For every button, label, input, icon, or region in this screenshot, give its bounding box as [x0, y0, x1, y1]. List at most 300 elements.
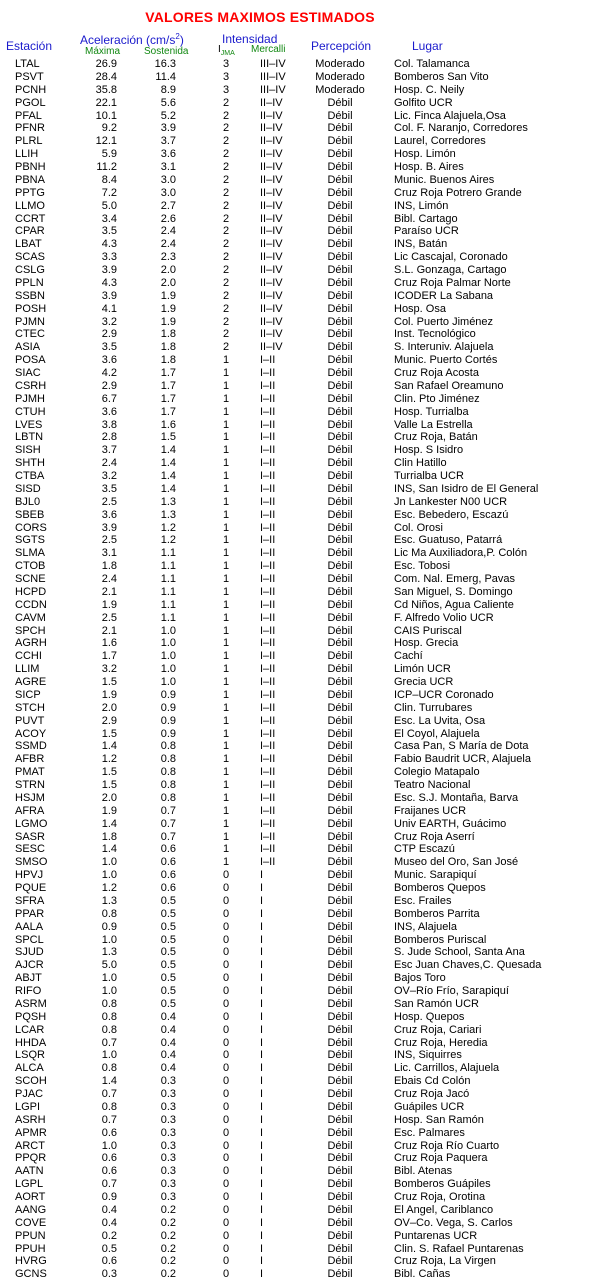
- intensidad-jma: 1: [222, 663, 230, 676]
- station-code: CCHI: [15, 650, 42, 663]
- intensidad-mercalli: I–II: [260, 727, 276, 740]
- station-code: AATN: [15, 1165, 44, 1178]
- lugar: Fabio Baudrit UCR, Alajuela: [394, 753, 531, 766]
- aceleracion-sostenida: 0.5: [160, 946, 176, 959]
- aceleracion-sostenida: 0.8: [160, 740, 176, 753]
- table-row: [0, 779, 590, 792]
- aceleracion-sostenida: 0.6: [160, 856, 176, 869]
- lugar: CAIS Puriscal: [394, 624, 462, 637]
- table-row: [0, 316, 590, 329]
- intensidad-jma: 0: [222, 1036, 230, 1049]
- intensidad-jma: 0: [222, 1075, 230, 1088]
- intensidad-mercalli: II–IV: [260, 315, 283, 328]
- intensidad-mercalli: II–IV: [260, 264, 283, 276]
- percepcion: Débil: [327, 418, 353, 431]
- intensidad-mercalli: I–II: [260, 856, 276, 869]
- percepcion: Débil: [327, 611, 353, 624]
- lugar: Hosp. S Isidro: [394, 444, 464, 457]
- aceleracion-sostenida: 0.2: [160, 1203, 176, 1216]
- intensidad-mercalli: I: [260, 907, 264, 920]
- station-code: SLMA: [15, 547, 45, 560]
- table-row: [0, 135, 590, 148]
- aceleracion-maxima: 2.4: [101, 573, 117, 585]
- table-row: [0, 998, 590, 1011]
- aceleracion-sostenida: 1.9: [160, 315, 176, 328]
- aceleracion-sostenida: 0.4: [160, 1062, 176, 1075]
- percepcion: Débil: [327, 1062, 353, 1075]
- lugar: Grecia UCR: [394, 676, 454, 688]
- lugar: Esc. S.J. Montaña, Barva: [394, 791, 519, 804]
- table-row: [0, 689, 590, 702]
- intensidad-jma: 3: [222, 70, 230, 83]
- aceleracion-sostenida: 0.7: [160, 830, 176, 843]
- aceleracion-maxima: 1.0: [101, 933, 117, 946]
- intensidad-mercalli: I: [260, 1139, 264, 1152]
- table-row: [0, 341, 590, 354]
- intensidad-mercalli: I: [260, 1036, 264, 1049]
- table-row: [0, 110, 590, 123]
- intensidad-jma: 0: [222, 920, 230, 933]
- intensidad-mercalli: I–II: [260, 843, 276, 856]
- station-code: HPVJ: [15, 869, 44, 882]
- table-row: [0, 174, 590, 187]
- intensidad-mercalli: I: [260, 1075, 264, 1088]
- intensidad-jma: 2: [222, 135, 230, 148]
- aceleracion-maxima: 5.9: [101, 148, 117, 161]
- intensidad-mercalli: I: [260, 894, 264, 907]
- aceleracion-sostenida: 0.7: [160, 804, 176, 817]
- intensidad-jma: 2: [222, 96, 230, 109]
- percepcion: Débil: [327, 740, 353, 753]
- table-row: [0, 277, 590, 290]
- subheader-mercalli: Mercalli: [251, 44, 286, 55]
- percepcion: Débil: [327, 1049, 353, 1062]
- aceleracion-sostenida: 0.3: [160, 1126, 176, 1139]
- station-code: SMSO: [15, 856, 48, 869]
- station-code: SPCL: [15, 933, 44, 946]
- station-code: PJMN: [15, 315, 45, 328]
- percepcion: Débil: [327, 779, 353, 791]
- aceleracion-sostenida: 0.4: [160, 1049, 176, 1062]
- lugar: Valle La Estrella: [394, 418, 473, 431]
- station-code: SSBN: [15, 289, 45, 302]
- percepcion: Débil: [327, 843, 353, 856]
- percepcion: Débil: [327, 495, 353, 508]
- table-row: [0, 766, 590, 779]
- aceleracion-maxima: 4.3: [101, 276, 117, 289]
- aceleracion-maxima: 3.2: [101, 315, 117, 328]
- table-row: [0, 831, 590, 844]
- aceleracion-maxima: 1.4: [101, 1075, 117, 1088]
- percepcion: Débil: [327, 547, 353, 560]
- percepcion: Débil: [327, 1255, 353, 1268]
- intensidad-mercalli: I: [260, 1191, 264, 1203]
- intensidad-jma: 2: [222, 186, 230, 199]
- table-row: [0, 470, 590, 483]
- lugar: Lic Ma Auxiliadora,P. Colón: [394, 547, 528, 560]
- aceleracion-maxima: 4.2: [101, 367, 117, 379]
- intensidad-jma: 0: [222, 1113, 230, 1126]
- aceleracion-sostenida: 2.4: [160, 225, 176, 238]
- intensidad-jma: 0: [222, 1165, 230, 1178]
- intensidad-jma: 0: [222, 1255, 230, 1268]
- table-row: [0, 122, 590, 135]
- aceleracion-maxima: 0.9: [101, 920, 117, 933]
- intensidad-mercalli: I: [260, 1113, 264, 1126]
- aceleracion-maxima: 4.1: [101, 302, 117, 315]
- station-code: POSH: [15, 302, 47, 315]
- table-row: [0, 1062, 590, 1075]
- intensidad-jma: 2: [222, 276, 230, 289]
- table-row: [0, 1114, 590, 1127]
- table-row: [0, 1204, 590, 1217]
- percepcion: Débil: [327, 573, 353, 585]
- intensidad-mercalli: I: [260, 997, 264, 1010]
- intensidad-mercalli: I: [260, 869, 264, 882]
- header-intensidad: Intensidad: [222, 32, 278, 46]
- percepcion: Débil: [327, 637, 353, 650]
- percepcion: Débil: [327, 1191, 353, 1203]
- station-code: SCNE: [15, 573, 46, 585]
- aceleracion-maxima: 2.0: [101, 791, 117, 804]
- aceleracion-sostenida: 1.9: [160, 302, 176, 315]
- lugar: INS, Siquirres: [394, 1049, 462, 1062]
- aceleracion-sostenida: 1.3: [160, 508, 176, 521]
- aceleracion-sostenida: 0.2: [160, 1255, 176, 1268]
- intensidad-mercalli: I–II: [260, 470, 276, 482]
- lugar: Jn Lankester N00 UCR: [394, 495, 508, 508]
- intensidad-mercalli: II–IV: [260, 173, 283, 186]
- lugar: ICP–UCR Coronado: [394, 688, 494, 701]
- station-code: LVES: [15, 418, 43, 431]
- intensidad-jma: 1: [222, 392, 230, 405]
- lugar: Cruz Roja, Orotina: [394, 1191, 486, 1203]
- intensidad-mercalli: I–II: [260, 585, 276, 598]
- aceleracion-sostenida: 0.3: [160, 1178, 176, 1191]
- intensidad-jma: 2: [222, 148, 230, 161]
- intensidad-jma: 0: [222, 1268, 230, 1281]
- station-code: SISH: [15, 444, 41, 457]
- aceleracion-maxima: 4.3: [101, 238, 117, 251]
- aceleracion-maxima: 2.5: [101, 495, 117, 508]
- station-code: SESC: [15, 843, 45, 856]
- station-code: APMR: [15, 1126, 47, 1139]
- intensidad-mercalli: I–II: [260, 534, 276, 547]
- lugar: Esc. Bebedero, Escazú: [394, 508, 509, 521]
- station-code: ABJT: [15, 972, 42, 985]
- station-code: LTAL: [15, 58, 40, 70]
- station-code: CTUH: [15, 405, 46, 418]
- station-code: CCRT: [15, 212, 46, 225]
- station-code: PPLN: [15, 276, 44, 289]
- percepcion: Débil: [327, 1023, 353, 1036]
- lugar: Bomberos Parrita: [394, 907, 480, 920]
- table-row: [0, 97, 590, 110]
- station-table: [0, 58, 590, 1281]
- percepcion: Débil: [327, 920, 353, 933]
- aceleracion-sostenida: 0.9: [160, 727, 176, 740]
- header-aceleracion-close: ): [179, 33, 184, 47]
- station-code: LLIM: [15, 663, 40, 676]
- intensidad-jma: 0: [222, 1139, 230, 1152]
- intensidad-jma: 1: [222, 766, 230, 779]
- aceleracion-sostenida: 0.5: [160, 985, 176, 997]
- intensidad-jma: 2: [222, 109, 230, 122]
- intensidad-jma: 2: [222, 289, 230, 302]
- intensidad-mercalli: I–II: [260, 611, 276, 624]
- lugar: Cruz Roja Palmar Norte: [394, 276, 511, 289]
- intensidad-mercalli: I–II: [260, 663, 276, 676]
- lugar: Cruz Roja, Batán: [394, 431, 478, 444]
- intensidad-jma: 1: [222, 470, 230, 482]
- station-code: HVRG: [15, 1255, 47, 1268]
- intensidad-jma: 1: [222, 585, 230, 598]
- lugar: Cruz Roja Paquera: [394, 1152, 488, 1165]
- table-row: [0, 509, 590, 522]
- intensidad-mercalli: I–II: [260, 766, 276, 779]
- aceleracion-maxima: 2.0: [101, 701, 117, 714]
- lugar: Lic. Carrillos, Alajuela: [394, 1062, 500, 1075]
- aceleracion-maxima: 3.6: [101, 354, 117, 367]
- aceleracion-maxima: 0.9: [101, 1191, 117, 1203]
- station-code: CSLG: [15, 264, 45, 276]
- lugar: Clin. Pto Jiménez: [394, 392, 480, 405]
- lugar: Ebais Cd Colón: [394, 1075, 471, 1088]
- station-code: LGPL: [15, 1178, 44, 1191]
- intensidad-jma: 1: [222, 444, 230, 457]
- table-row: [0, 1088, 590, 1101]
- table-row: [0, 740, 590, 753]
- table-row: [0, 728, 590, 741]
- aceleracion-maxima: 1.2: [101, 753, 117, 766]
- intensidad-mercalli: I: [260, 972, 264, 985]
- intensidad-jma: 1: [222, 676, 230, 688]
- table-row: [0, 161, 590, 174]
- lugar: INS, Alajuela: [394, 920, 457, 933]
- intensidad-mercalli: I–II: [260, 740, 276, 753]
- percepcion: Débil: [327, 817, 353, 830]
- intensidad-mercalli: I: [260, 920, 264, 933]
- intensidad-mercalli: I–II: [260, 714, 276, 727]
- lugar: Col. Orosi: [394, 521, 443, 534]
- intensidad-jma: 0: [222, 1242, 230, 1255]
- header-aceleracion-text: Aceleración (cm/s: [80, 33, 176, 47]
- lugar: OV–Co. Vega, S. Carlos: [394, 1216, 513, 1229]
- lugar: Munic. Sarapiquí: [394, 869, 477, 882]
- aceleracion-sostenida: 3.0: [160, 173, 176, 186]
- percepcion: Débil: [327, 753, 353, 766]
- station-code: POSA: [15, 354, 46, 367]
- table-row: [0, 238, 590, 251]
- percepcion: Débil: [327, 405, 353, 418]
- station-code: SSMD: [15, 740, 47, 753]
- intensidad-jma: 1: [222, 727, 230, 740]
- aceleracion-sostenida: 1.0: [160, 663, 176, 676]
- lugar: Hosp. Quepos: [394, 1010, 465, 1023]
- intensidad-jma: 0: [222, 1023, 230, 1036]
- intensidad-mercalli: I: [260, 1062, 264, 1075]
- intensidad-mercalli: I–II: [260, 431, 276, 444]
- table-row: [0, 393, 590, 406]
- intensidad-mercalli: I: [260, 946, 264, 959]
- lugar: Colegio Matapalo: [394, 766, 480, 779]
- percepcion: Débil: [327, 341, 353, 354]
- aceleracion-maxima: 3.6: [101, 508, 117, 521]
- percepcion: Débil: [327, 598, 353, 611]
- lugar: Hosp. San Ramón: [394, 1113, 484, 1126]
- percepcion: Débil: [327, 315, 353, 328]
- table-row: [0, 213, 590, 226]
- aceleracion-maxima: 1.5: [101, 779, 117, 791]
- percepcion: Débil: [327, 444, 353, 457]
- lugar: Cruz Roja Aserrí: [394, 830, 475, 843]
- percepcion: Débil: [327, 727, 353, 740]
- aceleracion-maxima: 0.2: [101, 1229, 117, 1242]
- table-row: [0, 1101, 590, 1114]
- aceleracion-maxima: 35.8: [95, 83, 117, 96]
- table-row: [0, 625, 590, 638]
- aceleracion-sostenida: 0.3: [160, 1191, 176, 1203]
- table-row: [0, 200, 590, 213]
- station-code: PPUN: [15, 1229, 46, 1242]
- aceleracion-maxima: 2.4: [101, 457, 117, 470]
- lugar: Cruz Roja, Heredia: [394, 1036, 488, 1049]
- table-row: [0, 187, 590, 200]
- lugar: Univ EARTH, Guácimo: [394, 817, 507, 830]
- aceleracion-maxima: 1.6: [101, 637, 117, 650]
- aceleracion-maxima: 0.8: [101, 1023, 117, 1036]
- intensidad-jma: 1: [222, 856, 230, 869]
- intensidad-mercalli: I–II: [260, 418, 276, 431]
- aceleracion-maxima: 0.7: [101, 1113, 117, 1126]
- aceleracion-sostenida: 0.2: [160, 1229, 176, 1242]
- station-code: PGOL: [15, 96, 46, 109]
- intensidad-jma: 0: [222, 907, 230, 920]
- table-row: [0, 483, 590, 496]
- table-row: [0, 547, 590, 560]
- table-row: [0, 792, 590, 805]
- percepcion: Débil: [327, 212, 353, 225]
- intensidad-mercalli: I: [260, 985, 264, 997]
- station-code: CTEC: [15, 328, 45, 341]
- intensidad-jma: 1: [222, 354, 230, 367]
- station-code: SHTH: [15, 457, 45, 470]
- table-row: [0, 985, 590, 998]
- table-row: [0, 959, 590, 972]
- lugar: Cd Niños, Agua Caliente: [394, 598, 514, 611]
- intensidad-mercalli: I: [260, 1010, 264, 1023]
- percepcion: Débil: [327, 714, 353, 727]
- station-code: LLMO: [15, 199, 45, 212]
- aceleracion-sostenida: 0.4: [160, 1010, 176, 1023]
- aceleracion-maxima: 0.5: [101, 1242, 117, 1255]
- aceleracion-maxima: 1.0: [101, 856, 117, 869]
- aceleracion-sostenida: 0.2: [160, 1268, 176, 1281]
- aceleracion-sostenida: 0.5: [160, 933, 176, 946]
- intensidad-mercalli: II–IV: [260, 328, 283, 341]
- aceleracion-sostenida: 1.1: [160, 585, 176, 598]
- intensidad-jma: 1: [222, 637, 230, 650]
- intensidad-jma: 1: [222, 830, 230, 843]
- aceleracion-sostenida: 0.8: [160, 766, 176, 779]
- station-code: SISD: [15, 482, 41, 495]
- intensidad-jma: 0: [222, 946, 230, 959]
- table-row: [0, 934, 590, 947]
- percepcion: Débil: [327, 1139, 353, 1152]
- intensidad-mercalli: I–II: [260, 573, 276, 585]
- aceleracion-maxima: 1.0: [101, 1139, 117, 1152]
- aceleracion-sostenida: 0.2: [160, 1216, 176, 1229]
- station-code: PLRL: [15, 135, 43, 148]
- lugar: Esc. Tobosi: [394, 560, 451, 573]
- lugar: Laurel, Corredores: [394, 135, 486, 148]
- intensidad-jma: 1: [222, 714, 230, 727]
- lugar: Esc Juan Chaves,C. Quesada: [394, 959, 542, 972]
- table-row: [0, 1217, 590, 1230]
- intensidad-jma: 2: [222, 315, 230, 328]
- aceleracion-maxima: 5.0: [101, 959, 117, 972]
- intensidad-jma: 0: [222, 1100, 230, 1113]
- aceleracion-maxima: 1.9: [101, 598, 117, 611]
- intensidad-mercalli: II–IV: [260, 225, 283, 238]
- aceleracion-sostenida: 1.1: [160, 598, 176, 611]
- table-row: [0, 264, 590, 277]
- table-row: [0, 560, 590, 573]
- station-code: PPQR: [15, 1152, 47, 1165]
- intensidad-jma: 1: [222, 405, 230, 418]
- aceleracion-maxima: 3.3: [101, 251, 117, 264]
- percepcion: Débil: [327, 199, 353, 212]
- percepcion: Débil: [327, 251, 353, 264]
- station-code: SCAS: [15, 251, 45, 264]
- station-code: HHDA: [15, 1036, 47, 1049]
- intensidad-mercalli: I–II: [260, 830, 276, 843]
- intensidad-mercalli: II–IV: [260, 212, 283, 225]
- lugar: Bomberos Guápiles: [394, 1178, 491, 1191]
- percepcion: Débil: [327, 264, 353, 276]
- lugar: Bajos Toro: [394, 972, 446, 985]
- aceleracion-sostenida: 0.5: [160, 920, 176, 933]
- aceleracion-sostenida: 0.8: [160, 753, 176, 766]
- percepcion: Débil: [327, 830, 353, 843]
- aceleracion-sostenida: 2.0: [160, 276, 176, 289]
- station-code: LGPI: [15, 1100, 41, 1113]
- aceleracion-sostenida: 1.6: [160, 418, 176, 431]
- aceleracion-maxima: 3.5: [101, 225, 117, 238]
- intensidad-jma: 0: [222, 933, 230, 946]
- aceleracion-maxima: 6.7: [101, 392, 117, 405]
- aceleracion-maxima: 28.4: [95, 70, 117, 83]
- intensidad-jma: 2: [222, 212, 230, 225]
- table-row: [0, 972, 590, 985]
- aceleracion-maxima: 3.5: [101, 341, 117, 354]
- percepcion: Débil: [327, 135, 353, 148]
- aceleracion-maxima: 0.4: [101, 1203, 117, 1216]
- lugar: Cruz Roja, La Virgen: [394, 1255, 496, 1268]
- intensidad-jma: 3: [222, 83, 230, 96]
- intensidad-jma: 1: [222, 367, 230, 379]
- intensidad-jma: 2: [222, 173, 230, 186]
- percepcion: Débil: [327, 869, 353, 882]
- subheader-ijma-base: I: [218, 44, 221, 55]
- percepcion: Débil: [327, 650, 353, 663]
- station-code: ARCT: [15, 1139, 45, 1152]
- intensidad-jma: 0: [222, 997, 230, 1010]
- percepcion: Débil: [327, 457, 353, 470]
- aceleracion-sostenida: 0.9: [160, 701, 176, 714]
- lugar: Limón UCR: [394, 663, 451, 676]
- lugar: S. Jude School, Santa Ana: [394, 946, 525, 959]
